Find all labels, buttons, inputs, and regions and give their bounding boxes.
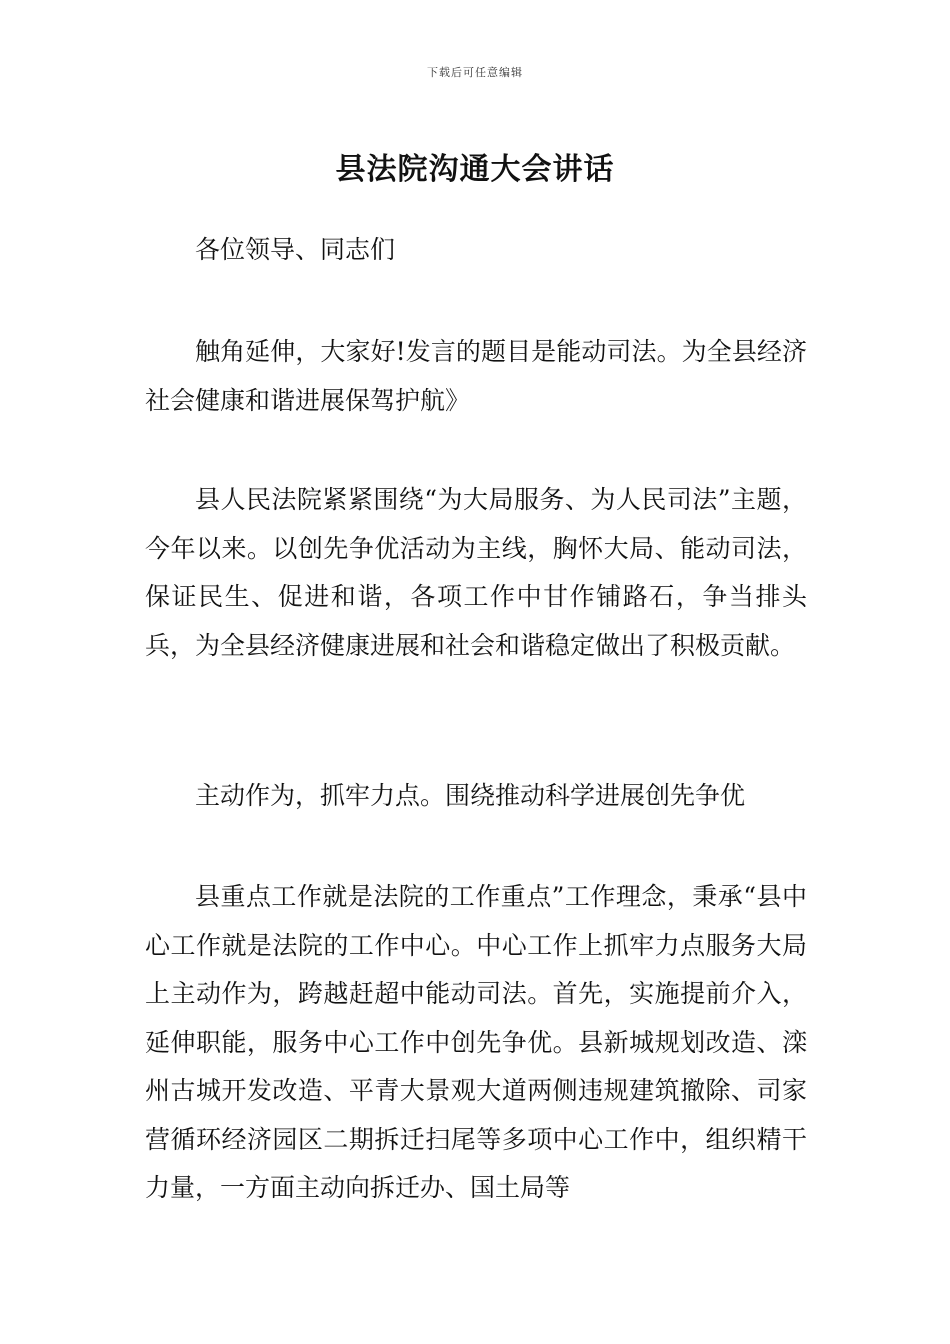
- greeting-paragraph: 各位领导、同志们: [195, 235, 396, 264]
- paragraph-2: 县人民法院紧紧围绕“为大局服务、为人民司法”主题，今年以来。以创先争优活动为主线，胸怀大局、能动司法，保证民生、促进和谐，各项工作中甘作铺路石，争当排头兵，为全县经济健康进展和社会和谐稳定做出了积极贡献。: [145, 485, 807, 660]
- paragraph-3: 主动作为，抓牢力点。围绕推动科学进展创先争优: [195, 781, 746, 810]
- paragraph-4: 县重点工作就是法院的工作重点”工作理念，秉承“县中心工作就是法院的工作中心。中心工作上抓牢力点服务大局上主动作为，跨越赶超中能动司法。首先，实施提前介入，延伸职能，服务中心工作中创先争优。县新城规划改造、滦州古城开发改造、平青大景观大道两侧违规建筑撤除、司家营循环经济园区二期拆迁扫尾等多项中心工作中，组织精干力量，一方面主动向拆迁办、国土局等: [145, 882, 807, 1202]
- paragraph-1: 触角延伸，大家好!发言的题目是能动司法。为全县经济社会健康和谐进展保驾护航》: [145, 337, 807, 415]
- document-title: 县法院沟通大会讲话: [335, 152, 615, 188]
- header-note: 下载后可任意编辑: [427, 66, 523, 79]
